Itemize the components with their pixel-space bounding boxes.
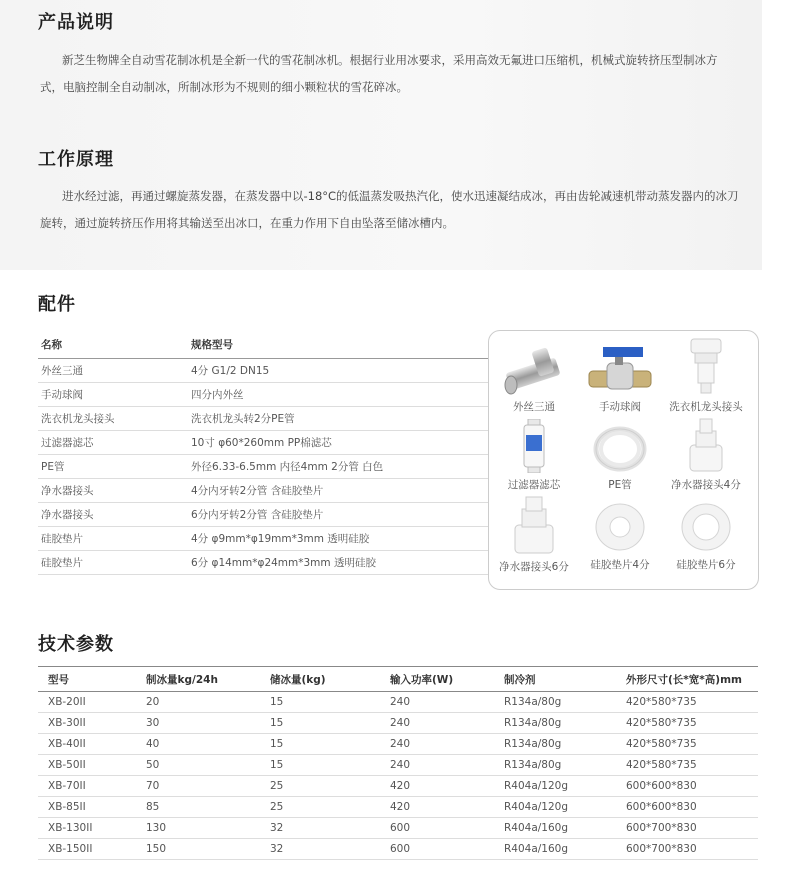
table-row — [38, 734, 758, 755]
tech-params-title: 技术参数 — [38, 634, 114, 655]
col-power: 输入功率(W) — [380, 667, 494, 692]
table-row — [38, 692, 758, 713]
table-row — [38, 755, 758, 776]
table-row — [38, 502, 488, 526]
cell: 600*700*830 — [616, 818, 758, 839]
cell: R404a/160g — [494, 839, 616, 860]
cell: 外径6.33-6.5mm 内径4mm 2分管 白色 — [188, 454, 488, 478]
part-label: 外丝三通 — [513, 401, 555, 413]
part-faucet-connector — [663, 337, 749, 414]
accessories-title: 配件 — [38, 294, 76, 315]
table-row — [38, 454, 488, 478]
cell: XB-70II — [38, 776, 136, 797]
table-row — [38, 797, 758, 818]
cell: 150 — [136, 839, 260, 860]
cell: 240 — [380, 734, 494, 755]
cell: 240 — [380, 692, 494, 713]
working-principle-title: 工作原理 — [38, 149, 114, 170]
cell: 32 — [260, 818, 380, 839]
table-row — [38, 713, 758, 734]
cell: 四分内外丝 — [188, 382, 488, 406]
cell: XB-20II — [38, 692, 136, 713]
faucet-connector-icon — [681, 337, 731, 395]
cell: XB-40II — [38, 734, 136, 755]
gasket-icon — [593, 501, 647, 553]
cell: R404a/120g — [494, 776, 616, 797]
cell: XB-30II — [38, 713, 136, 734]
cell: 30 — [136, 713, 260, 734]
cell: R134a/80g — [494, 692, 616, 713]
part-label: 过滤器滤芯 — [507, 479, 561, 491]
cell: R134a/80g — [494, 734, 616, 755]
cell: 32 — [260, 839, 380, 860]
cell: 净水器接头 — [38, 478, 188, 502]
accessories-image-panel — [488, 330, 759, 590]
cell: 4分 G1/2 DN15 — [188, 358, 488, 382]
cell: 净水器接头 — [38, 502, 188, 526]
cell: XB-50II — [38, 755, 136, 776]
table-header-row — [38, 667, 758, 692]
cell: 4分 φ9mm*φ19mm*3mm 透明硅胶 — [188, 526, 488, 550]
cell: 20 — [136, 692, 260, 713]
cell: 70 — [136, 776, 260, 797]
product-desc-text: 新芝生物牌全自动雪花制冰机是全新一代的雪花制冰机。根据行业用冰要求，采用高效无氟进口压缩机，机械式旋转挤压型制冰方式，电脑控制全自动制冰，所制冰形为不规则的细小颗粒状的雪花碎冰。 — [40, 53, 718, 94]
cell: 420 — [380, 776, 494, 797]
tee-fitting-icon — [499, 343, 569, 395]
col-name: 名称 — [38, 332, 188, 358]
cell: 10寸 φ60*260mm PP棉滤芯 — [188, 430, 488, 454]
cell: PE管 — [38, 454, 188, 478]
cell: 240 — [380, 713, 494, 734]
col-refrigerant: 制冷剂 — [494, 667, 616, 692]
cell: 硅胶垫片 — [38, 526, 188, 550]
cell: 洗衣机龙头接头 — [38, 406, 188, 430]
part-label: 净水器接头6分 — [499, 561, 569, 573]
cell: 25 — [260, 797, 380, 818]
cell: 15 — [260, 755, 380, 776]
col-dimensions: 外形尺寸(长*宽*高)mm — [616, 667, 758, 692]
part-filter-cartridge — [491, 419, 577, 492]
table-row — [38, 818, 758, 839]
part-purifier-connector-4 — [663, 417, 749, 492]
cell: 420 — [380, 797, 494, 818]
cell: 50 — [136, 755, 260, 776]
cell: R134a/80g — [494, 755, 616, 776]
cell: 25 — [260, 776, 380, 797]
cell: R134a/80g — [494, 713, 616, 734]
part-label: 净水器接头4分 — [671, 479, 741, 491]
filter-cartridge-icon — [514, 419, 554, 473]
cell: 外丝三通 — [38, 358, 188, 382]
table-row — [38, 430, 488, 454]
cell: 85 — [136, 797, 260, 818]
table-row — [38, 550, 488, 574]
col-storage: 储冰量(kg) — [260, 667, 380, 692]
intro-section — [0, 0, 762, 270]
part-tee-fitting — [491, 343, 577, 414]
part-label: 洗衣机龙头接头 — [669, 401, 743, 413]
table-row — [38, 358, 488, 382]
cell: 130 — [136, 818, 260, 839]
cell: R404a/160g — [494, 818, 616, 839]
cell: 40 — [136, 734, 260, 755]
cell: 420*580*735 — [616, 755, 758, 776]
table-row — [38, 406, 488, 430]
cell: 420*580*735 — [616, 734, 758, 755]
cell: 洗衣机龙头转2分PE管 — [188, 406, 488, 430]
table-row — [38, 478, 488, 502]
part-gasket-6 — [663, 501, 749, 572]
part-label: 硅胶垫片4分 — [590, 559, 650, 571]
part-purifier-connector-6 — [491, 495, 577, 574]
part-pe-tube — [577, 425, 663, 492]
col-ice-output: 制冰量kg/24h — [136, 667, 260, 692]
part-gasket-4 — [577, 501, 663, 572]
gasket-large-icon — [679, 501, 733, 553]
cell: XB-150II — [38, 839, 136, 860]
working-principle-text: 进水经过滤，再通过螺旋蒸发器，在蒸发器中以-18°C的低温蒸发吸热汽化，使水迅速凝结成冰，再由齿轮减速机带动蒸发器内的冰刀旋转，通过旋转挤压作用将其输送至出冰口，在重力作用下自由坠落至储冰槽内。 — [40, 189, 739, 230]
purifier-connector-large-icon — [509, 495, 559, 555]
table-header-row — [38, 332, 488, 358]
part-label: PE管 — [608, 479, 632, 491]
cell: 240 — [380, 755, 494, 776]
cell: 手动球阀 — [38, 382, 188, 406]
cell: 硅胶垫片 — [38, 550, 188, 574]
pe-tube-coil-icon — [593, 425, 647, 473]
cell: 过滤器滤芯 — [38, 430, 188, 454]
accessories-table — [38, 332, 488, 575]
col-spec: 规格型号 — [188, 332, 488, 358]
table-row — [38, 839, 758, 860]
purifier-connector-icon — [684, 417, 728, 473]
table-row — [38, 776, 758, 797]
product-desc-title: 产品说明 — [38, 12, 114, 33]
cell: 420*580*735 — [616, 713, 758, 734]
col-model: 型号 — [38, 667, 136, 692]
cell: R404a/120g — [494, 797, 616, 818]
table-row — [38, 382, 488, 406]
cell: 600 — [380, 818, 494, 839]
cell: 600*600*830 — [616, 797, 758, 818]
cell: 6分 φ14mm*φ24mm*3mm 透明硅胶 — [188, 550, 488, 574]
cell: 15 — [260, 713, 380, 734]
cell: XB-85II — [38, 797, 136, 818]
cell: 6分内牙转2分管 含硅胶垫片 — [188, 502, 488, 526]
part-ball-valve — [577, 343, 663, 414]
cell: 15 — [260, 734, 380, 755]
part-label: 硅胶垫片6分 — [676, 559, 736, 571]
ball-valve-icon — [585, 343, 655, 395]
cell: XB-130II — [38, 818, 136, 839]
cell: 600 — [380, 839, 494, 860]
cell: 420*580*735 — [616, 692, 758, 713]
cell: 600*600*830 — [616, 776, 758, 797]
part-label: 手动球阀 — [599, 401, 641, 413]
cell: 4分内牙转2分管 含硅胶垫片 — [188, 478, 488, 502]
cell: 15 — [260, 692, 380, 713]
table-row — [38, 526, 488, 550]
cell: 600*700*830 — [616, 839, 758, 860]
tech-params-table — [38, 666, 758, 860]
